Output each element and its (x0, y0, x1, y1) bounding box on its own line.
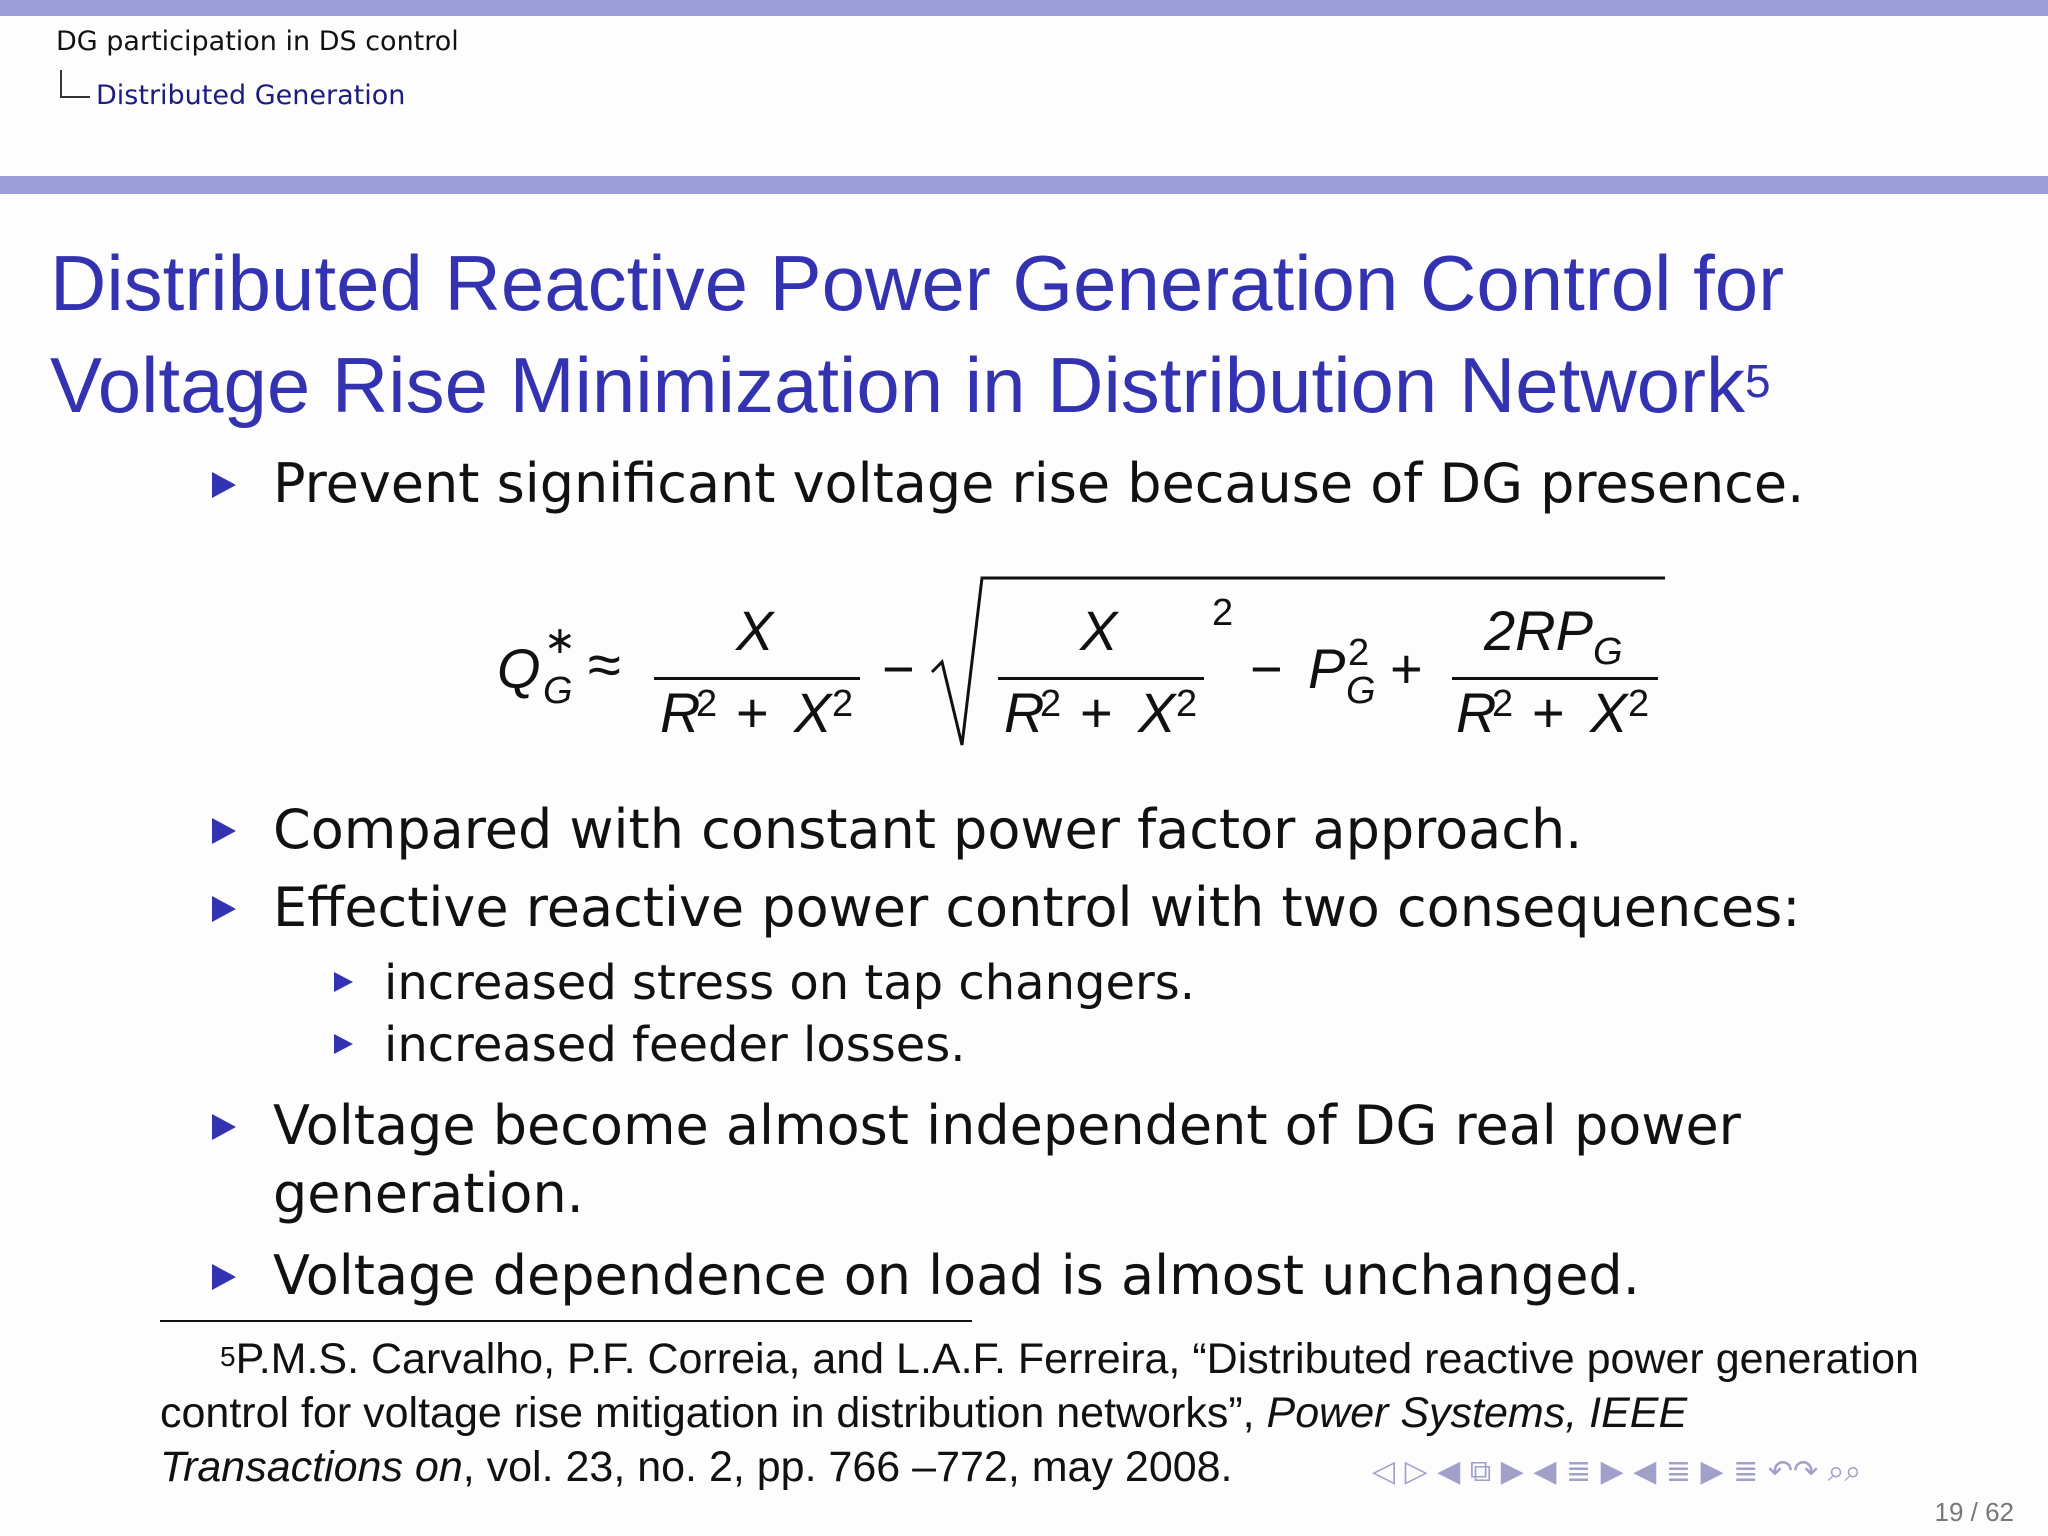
frac1-den-R: R (660, 681, 701, 744)
bullet-text-line-2: generation. (273, 1162, 584, 1225)
frac1-den-X: X (794, 681, 832, 744)
title-line-2-text: Voltage Rise Minimization in Distribution Network (50, 341, 1746, 429)
formula-minus-2: − (1250, 637, 1283, 700)
frac2-power: 2 (1212, 592, 1234, 634)
formula-star: ∗ (544, 620, 576, 662)
frac1-den-X-exp: 2 (832, 683, 854, 725)
formula-P-sub: G (1346, 670, 1376, 712)
bullet-triangle-icon (212, 1114, 236, 1140)
footnote-mark: 5 (220, 1341, 236, 1372)
formula-P-exp: 2 (1348, 632, 1370, 674)
frac3-den-R-exp: 2 (1492, 683, 1514, 725)
subbullet-triangle-icon (334, 972, 353, 992)
frac2-den-R-exp: 2 (1040, 683, 1062, 725)
frac3-num (1484, 598, 1623, 673)
footnote-journal: Power Systems, IEEE Transactions on (160, 1389, 1688, 1491)
frac2-den-X-exp: 2 (1176, 683, 1198, 725)
title-footnote-mark[interactable]: 5 (1745, 355, 1771, 407)
bullet-text-line-1: Voltage become almost independent of DG real power (273, 1094, 1741, 1157)
formula-Q: Q (497, 637, 541, 700)
frac3-den-R: R (1456, 681, 1497, 744)
frac3-den-X-exp: 2 (1628, 683, 1650, 725)
frac3-num-sub: G (1592, 631, 1623, 673)
footnote-rule (160, 1320, 972, 1322)
frac2-num-X: X (1080, 599, 1118, 662)
frac2-den-X: X (1138, 681, 1176, 744)
formula-P: P (1308, 637, 1346, 700)
frac3-den-plus: + (1532, 681, 1565, 744)
frac3-den-X: X (1590, 681, 1628, 744)
subbullet-text: increased stress on tap changers. (384, 955, 1196, 1011)
subbullet-triangle-icon (334, 1034, 353, 1054)
formula-sub-G: G (543, 670, 573, 712)
footnote-text: P.M.S. Carvalho, P.F. Correia, and L.A.F. Ferreira, “Distributed reactive power generation control for voltage rise mitigation in distribution networks”, (160, 1335, 1919, 1437)
subbullet-text: increased feeder losses. (384, 1017, 966, 1073)
formula-minus-1: − (882, 637, 915, 700)
frac1-den-R-exp: 2 (696, 683, 718, 725)
frac2-den-plus: + (1080, 681, 1113, 744)
page-number: 19 / 62 (1934, 1497, 2014, 1527)
frac1-num-X: X (736, 599, 774, 662)
bullet-text: Effective reactive power control with two consequences: (273, 876, 1801, 939)
beamer-nav-controls[interactable]: ◁ ▷ ◀ ⧉ ▶ ◀ ≣ ▶ ◀ ≣ ▶ ≣ ↶↷ ⌕⌕ (1372, 1454, 1862, 1489)
footnote-end: , vol. 23, no. 2, pp. 766 –772, may 2008. (462, 1443, 1233, 1491)
bullet-triangle-icon (212, 1264, 236, 1290)
formula-plus: + (1390, 637, 1423, 700)
bullet-text: Voltage dependence on load is almost unchanged. (273, 1244, 1640, 1307)
formula-approx: ≈ (588, 631, 621, 698)
bullet-triangle-icon (212, 818, 236, 844)
frac2-den-R: R (1004, 681, 1045, 744)
subsection-title[interactable]: Distributed Generation (96, 80, 406, 111)
bullet-text: Compared with constant power factor approach. (273, 798, 1583, 861)
title-line-1: Distributed Reactive Power Generation Control for (50, 239, 1785, 327)
frac3-num-text: 2RP (1484, 599, 1593, 662)
bullet-triangle-icon (212, 896, 236, 922)
section-title[interactable]: DG participation in DS control (56, 26, 459, 57)
bullet-text: Prevent significant voltage rise because of DG presence. (273, 452, 1805, 515)
frac1-den-plus: + (736, 681, 769, 744)
